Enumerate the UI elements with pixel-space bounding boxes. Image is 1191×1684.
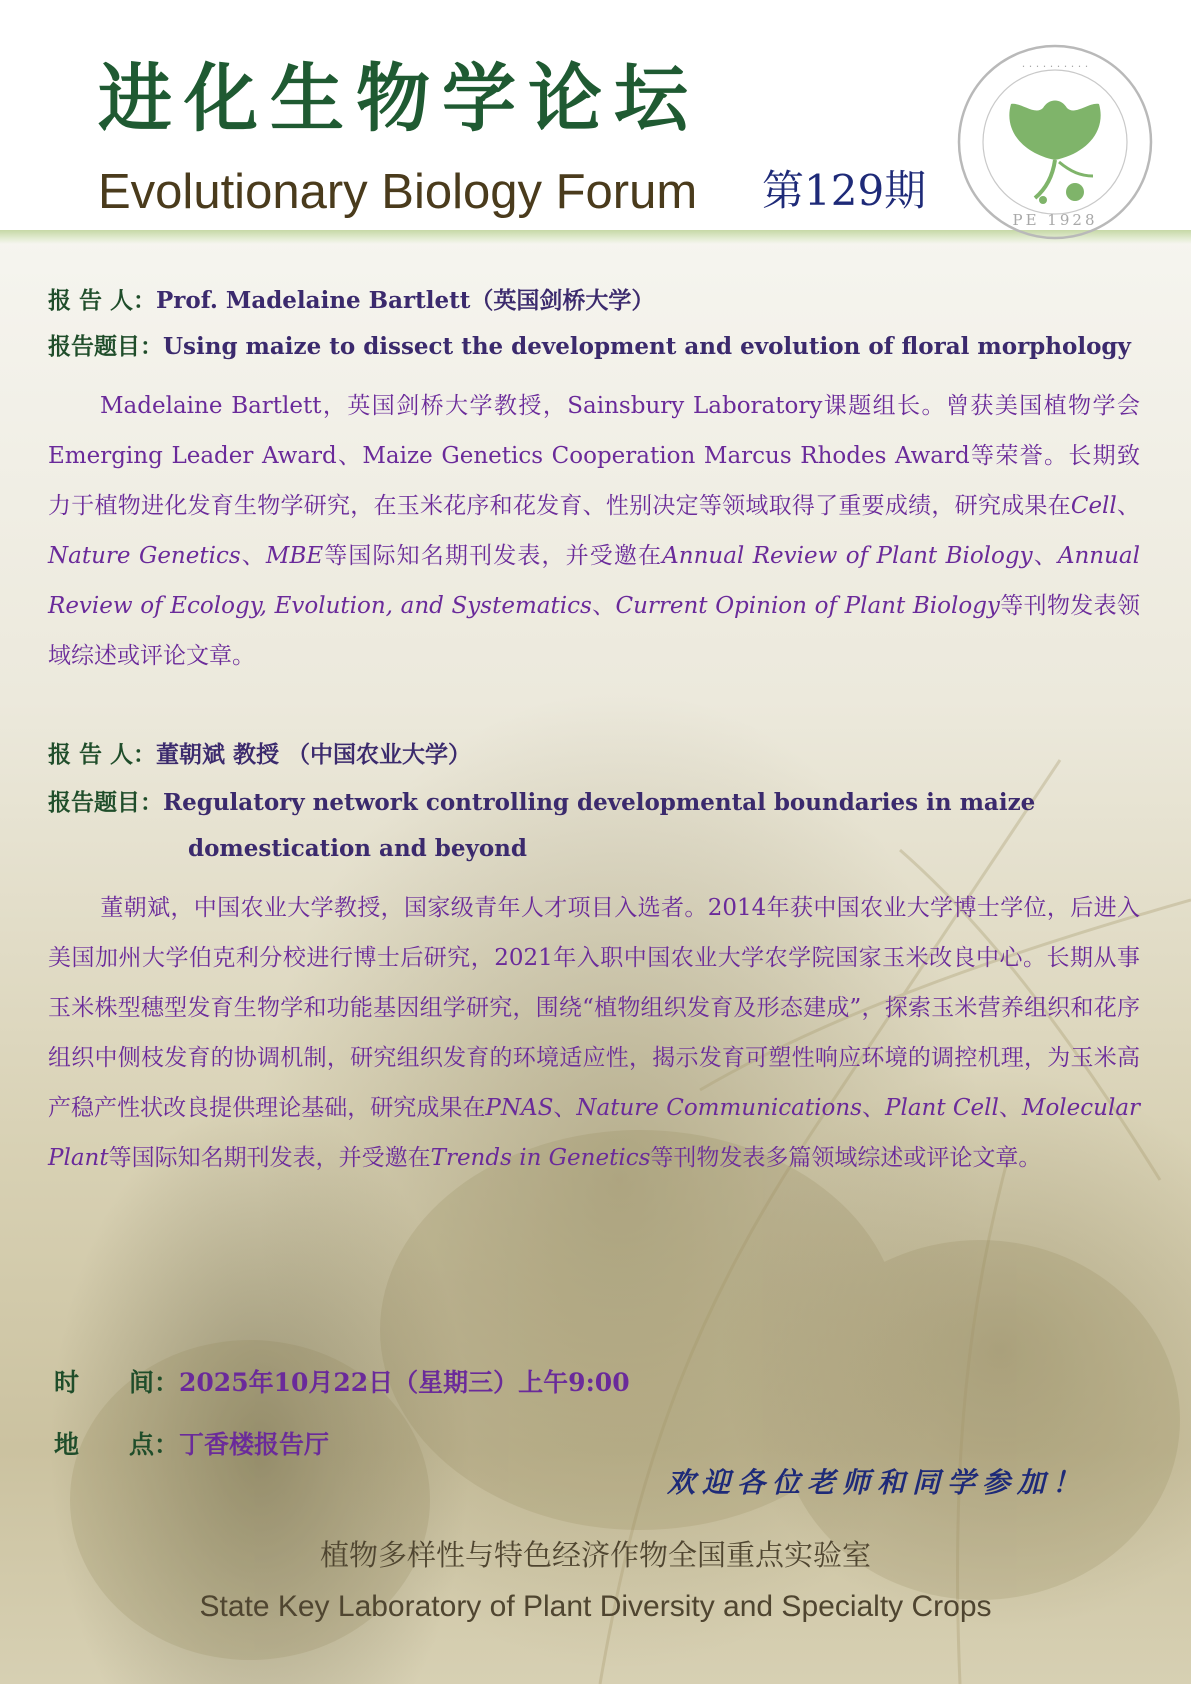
time-value: 2025年10月22日（星期三）上午9:00 bbox=[179, 1368, 630, 1397]
speaker1-bio: Madelaine Bartlett，英国剑桥大学教授，Sainsbury Laboratory课题组长。曾获美国植物学会Emerging Leader Award、Maize Genetics Cooperation Marcus Rhodes Award等荣誉。长期致力于植物进化发育生物学研究，在玉米花序和花发育、性别决定等领域取得了重要成绩，研究成果在Cell、Nature Genetics、MBE等国际知名期刊发表，并受邀在Annual Review of Plant Biology、Annual Review of Ecology, Evolution, and Systematics、Current Opinion of Plant Biology等刊物发表领域综述或评论文章。 bbox=[48, 393, 1141, 669]
talk-title-label: 报告题目： bbox=[48, 789, 163, 816]
lab-name-cn: 植物多样性与特色经济作物全国重点实验室 bbox=[319, 1538, 871, 1572]
talk2-title-cont bbox=[188, 834, 527, 864]
speaker2-name: 董朝斌 教授 （中国农业大学） bbox=[156, 741, 472, 768]
forum-title-cn: 进化生物学论坛 bbox=[98, 56, 700, 142]
speaker-label: 报 告 人： bbox=[48, 287, 157, 314]
talk2-title-line2: domestication and beyond bbox=[188, 835, 527, 862]
event-time bbox=[54, 1368, 630, 1398]
event-place bbox=[54, 1430, 329, 1460]
svg-text:· · · · · · · · · ·: · · · · · · · · · · bbox=[1021, 60, 1089, 73]
time-label: 时 间： bbox=[54, 1368, 180, 1397]
talk1-title: Using maize to dissect the development and evolution of floral morphology bbox=[163, 333, 1131, 360]
svg-text:PE 1928: PE 1928 bbox=[1012, 211, 1098, 229]
issue-number: 第129期 bbox=[762, 166, 927, 215]
place-value: 丁香楼报告厅 bbox=[179, 1430, 330, 1459]
talk2-title-line1: Regulatory network controlling developmental boundaries in maize bbox=[163, 789, 1036, 816]
speaker-label: 报 告 人： bbox=[48, 741, 157, 768]
forum-title-en: Evolutionary Biology Forum bbox=[98, 165, 698, 219]
speaker1-line bbox=[48, 286, 654, 316]
speaker2-line bbox=[48, 740, 471, 770]
lab-name-en: State Key Laboratory of Plant Diversity and Specialty Crops bbox=[199, 1590, 992, 1623]
speaker2-bio: 董朝斌，中国农业大学教授，国家级青年人才项目入选者。2014年获中国农业大学博士学位，后进入美国加州大学伯克利分校进行博士后研究，2021年入职中国农业大学农学院国家玉米改良中心。长期从事玉米株型穗型发育生物学和功能基因组学研究，围绕“植物组织发育及形态建成”，探索玉米营养组织和花序组织中侧枝发育的协调机制，研究组织发育的环境适应性，揭示发育可塑性响应环境的调控机理，为玉米高产稳产性状改良提供理论基础，研究成果在PNAS、Nature Communications、Plant Cell、Molecular Plant等国际知名期刊发表，并受邀在Trends in Genetics等刊物发表多篇领域综述或评论文章。 bbox=[48, 895, 1141, 1171]
place-label: 地 点： bbox=[54, 1430, 180, 1459]
welcome-message: 欢迎各位老师和同学参加！ bbox=[667, 1466, 1088, 1499]
speaker1-name: Prof. Madelaine Bartlett（英国剑桥大学） bbox=[156, 287, 655, 314]
talk2-title-line bbox=[48, 788, 1035, 818]
ginkgo-leaf-icon bbox=[1009, 101, 1100, 205]
talk-title-label: 报告题目： bbox=[48, 333, 163, 360]
institute-seal-logo bbox=[955, 42, 1155, 242]
talk1-title-line bbox=[48, 332, 1131, 362]
